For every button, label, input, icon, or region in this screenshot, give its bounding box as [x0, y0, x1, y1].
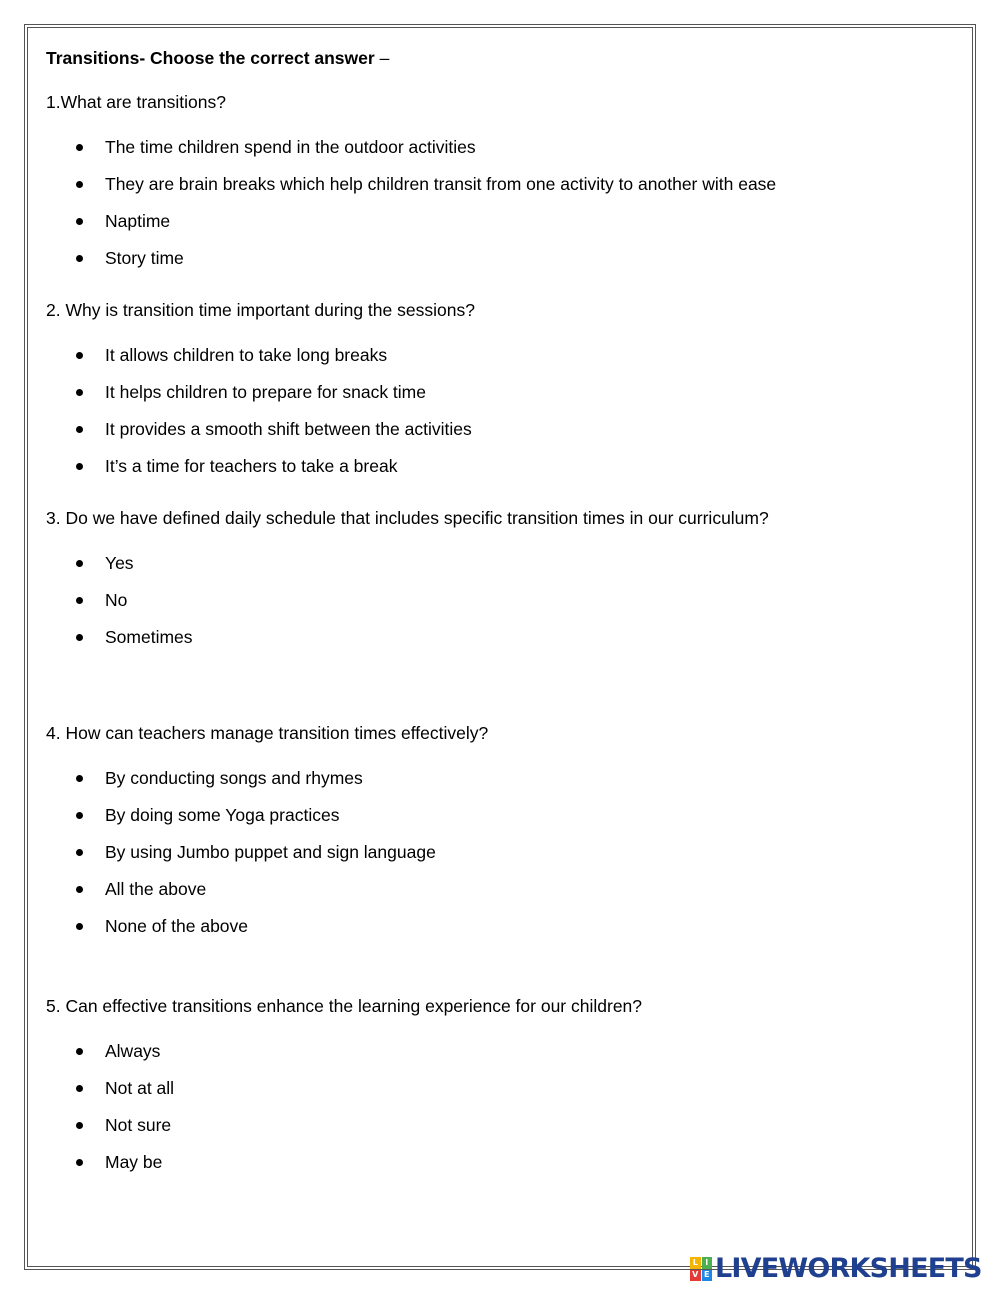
bullet: [76, 463, 83, 470]
question-5-option-3[interactable]: Not sure: [105, 1115, 172, 1135]
bullet: [76, 1159, 83, 1166]
question-5: 5. Can effective transitions enhance the learning experience for our children?: [46, 996, 643, 1016]
question-4-option-1[interactable]: By conducting songs and rhymes: [105, 768, 363, 788]
question-1-option-4[interactable]: Story time: [105, 248, 184, 268]
bullet: [76, 634, 83, 641]
question-3: 3. Do we have defined daily schedule that includes specific transition times in our curriculum?: [46, 508, 769, 528]
bullet: [76, 1122, 83, 1129]
logo-badge-letter: L: [690, 1257, 701, 1269]
bullet: [76, 923, 83, 930]
bullet: [76, 849, 83, 856]
bullet: [76, 886, 83, 893]
liveworksheets-logo-text: LIVEWORKSHEETS: [715, 1253, 982, 1284]
bullet: [76, 352, 83, 359]
question-3-option-1[interactable]: Yes: [105, 553, 134, 573]
question-3-option-3[interactable]: Sometimes: [105, 627, 193, 647]
bullet: [76, 389, 83, 396]
question-1-option-3[interactable]: Naptime: [105, 211, 171, 231]
logo-badge-letter: V: [690, 1270, 701, 1282]
liveworksheets-logo-icon: [690, 1257, 712, 1281]
question-4-option-5[interactable]: None of the above: [105, 916, 249, 936]
bullet: [76, 218, 83, 225]
question-3-option-2[interactable]: No: [105, 590, 128, 610]
bullet: [76, 1048, 83, 1055]
bullet: [76, 775, 83, 782]
question-1: 1.What are transitions?: [46, 92, 226, 112]
question-2-option-2[interactable]: It helps children to prepare for snack time: [105, 382, 426, 402]
question-5-option-4[interactable]: May be: [105, 1152, 163, 1172]
bullet: [76, 812, 83, 819]
bullet: [76, 560, 83, 567]
question-2-option-4[interactable]: It’s a time for teachers to take a break: [105, 456, 398, 476]
logo-badge-letter: I: [702, 1257, 713, 1269]
question-1-option-2[interactable]: They are brain breaks which help children transit from one activity to another with ease: [105, 174, 777, 194]
question-5-option-1[interactable]: Always: [105, 1041, 161, 1061]
worksheet-title: Transitions- Choose the correct answer –: [46, 48, 390, 68]
bullet: [76, 597, 83, 604]
bullet: [76, 426, 83, 433]
question-1-option-1[interactable]: The time children spend in the outdoor activities: [105, 137, 476, 157]
question-4: 4. How can teachers manage transition times effectively?: [46, 723, 489, 743]
question-2-option-3[interactable]: It provides a smooth shift between the activities: [105, 419, 472, 439]
question-2-option-1[interactable]: It allows children to take long breaks: [105, 345, 388, 365]
question-2: 2. Why is transition time important during the sessions?: [46, 300, 475, 320]
bullet: [76, 144, 83, 151]
question-5-option-2[interactable]: Not at all: [105, 1078, 175, 1098]
bullet: [76, 255, 83, 262]
bullet: [76, 181, 83, 188]
question-4-option-4[interactable]: All the above: [105, 879, 207, 899]
question-4-option-2[interactable]: By doing some Yoga practices: [105, 805, 340, 825]
liveworksheets-logo[interactable]: [690, 1254, 982, 1284]
bullet: [76, 1085, 83, 1092]
logo-badge-letter: E: [702, 1270, 713, 1282]
question-4-option-3[interactable]: By using Jumbo puppet and sign language: [105, 842, 436, 862]
